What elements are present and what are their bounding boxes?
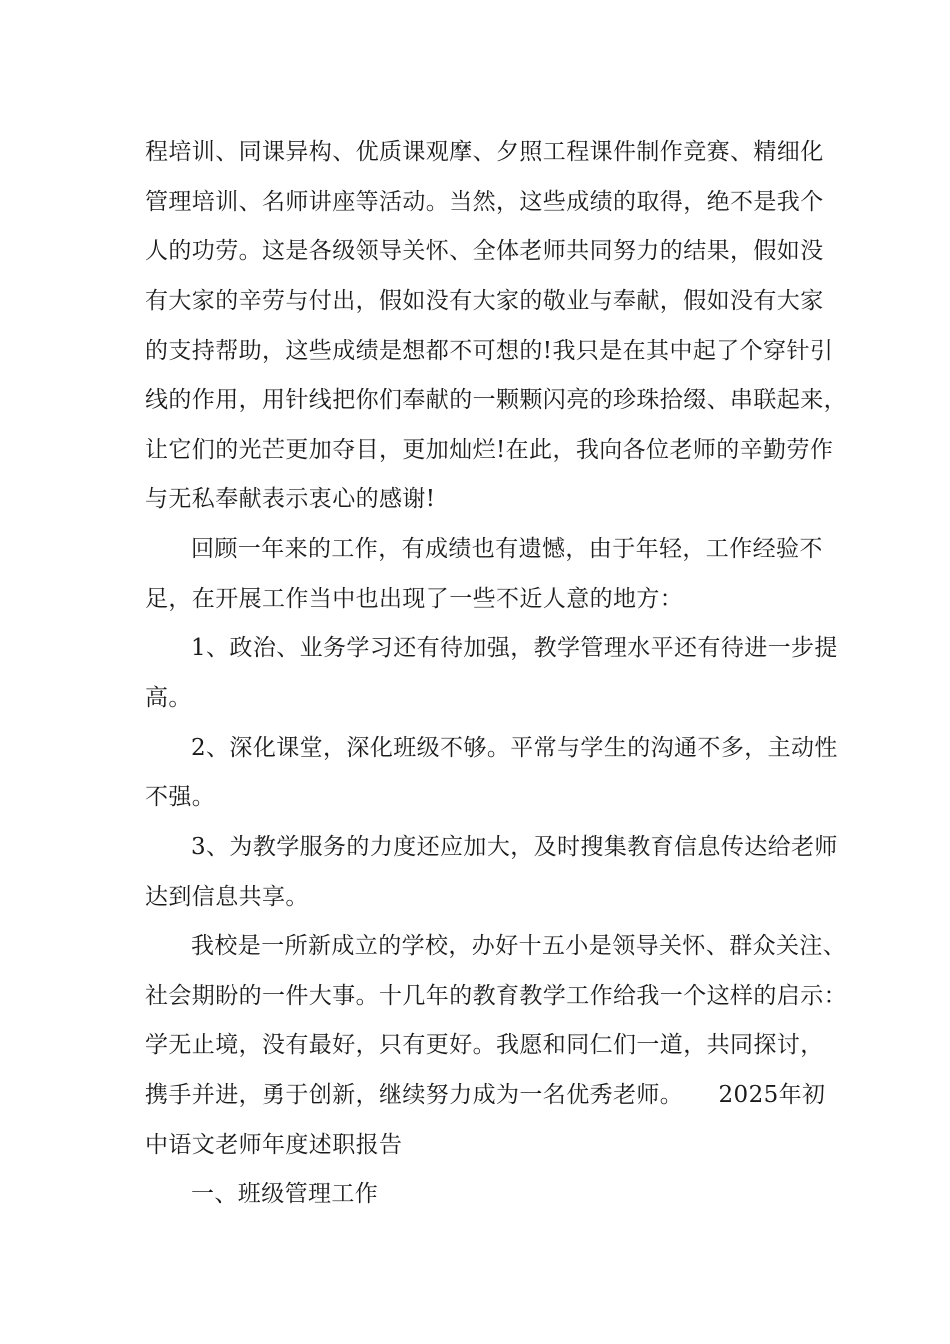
text-line: 程培训、同课异构、优质课观摩、夕照工程课件制作竞赛、精细化 <box>145 139 824 165</box>
list-item-1: 1、政治、业务学习还有待加强，教学管理水平还有待进一步提 <box>191 635 838 661</box>
text-line: 中语文老师年度述职报告 <box>145 1132 403 1158</box>
text-line: 管理培训、名师讲座等活动。当然，这些成绩的取得，绝不是我个 <box>145 189 824 215</box>
text-line: 足，在开展工作当中也出现了一些不近人意的地方： <box>145 586 684 612</box>
text-line: 达到信息共享。 <box>145 884 309 910</box>
text-line: 与无私奉献表示衷心的感谢! <box>145 486 436 512</box>
text-line: 的支持帮助，这些成绩是想都不可想的!我只是在其中起了个穿针引 <box>145 338 834 364</box>
text-line: 学无止境，没有最好，只有更好。我愿和同仁们一道，共同探讨， <box>145 1032 824 1058</box>
text-line: 不强。 <box>145 784 216 810</box>
text-line: 人的功劳。这是各级领导关怀、全体老师共同努力的结果，假如没 <box>145 238 824 264</box>
list-item-3: 3、为教学服务的力度还应加大，及时搜集教育信息传达给老师 <box>191 834 838 860</box>
text-line: 社会期盼的一件大事。十几年的教育教学工作给我一个这样的启示： <box>145 983 847 1009</box>
text-line: 让它们的光芒更加夺目，更加灿烂!在此，我向各位老师的辛勤劳作 <box>145 437 834 463</box>
text-line: 高。 <box>145 685 192 711</box>
text-line: 携手并进，勇于创新，继续努力成为一名优秀老师。 2025年初 <box>145 1082 826 1108</box>
text-line: 线的作用，用针线把你们奉献的一颗颗闪亮的珍珠拾缀、串联起来， <box>145 387 847 413</box>
text-line: 有大家的辛劳与付出，假如没有大家的敬业与奉献，假如没有大家 <box>145 288 824 314</box>
section-heading: 一、班级管理工作 <box>191 1181 379 1207</box>
list-item-2: 2、深化课堂，深化班级不够。平常与学生的沟通不多，主动性 <box>191 735 838 761</box>
paragraph-first-line: 我校是一所新成立的学校，办好十五小是领导关怀、群众关注、 <box>191 933 847 959</box>
paragraph-first-line: 回顾一年来的工作，有成绩也有遗憾，由于年轻，工作经验不 <box>191 536 823 562</box>
